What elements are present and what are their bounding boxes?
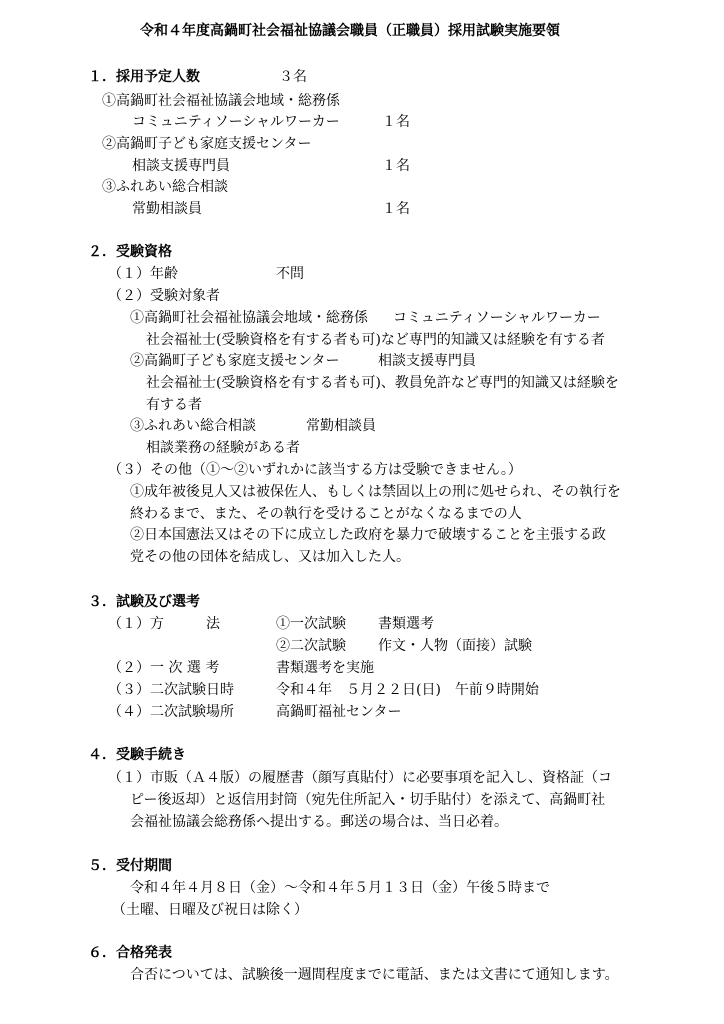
total-count: ３名: [279, 69, 307, 85]
target-desc-3: 相談業務の経験がある者: [146, 440, 300, 456]
recruit-org-1: ①高鍋町社会福祉協議会地域・総務係: [102, 93, 340, 109]
reception-note: （土曜、日曜及び祝日は除く）: [112, 902, 308, 918]
target-org-1: ①高鍋町社会福祉協議会地域・総務係: [130, 310, 368, 326]
first-selection-value: 書類選考を実施: [276, 660, 374, 676]
recruit-org-3: ③ふれあい総合相談: [102, 179, 228, 195]
method-label: （１）方 法: [108, 616, 220, 632]
recruit-org-2: ②高鍋町子ども家庭支援センター: [102, 136, 312, 152]
first-selection-label: （２）一 次 選 考: [108, 660, 220, 676]
other-2b: 党その他の団体を結成し、又は加入した人。: [130, 549, 410, 565]
age-value: 不問: [276, 266, 304, 282]
target-org-2: ②高鍋町子ども家庭支援センター: [130, 353, 340, 369]
age-label: （１）年齢: [108, 266, 178, 282]
target-label: （２）受験対象者: [108, 288, 220, 304]
reception-period: 令和４年４月８日（金）～令和４年５月１３日（金）午後５時まで: [130, 880, 550, 896]
recruit-count-1: １名: [382, 114, 410, 130]
recruit-role-1: コミュニティソーシャルワーカー: [132, 114, 340, 130]
method-2-value: 作文・人物（面接）試験: [378, 638, 532, 654]
other-1a: ①成年被後見人又は被保佐人、もしくは禁固以上の刑に処せられ、その執行を: [130, 484, 621, 500]
procedure-line-2: ピー後返却）と返信用封筒（宛先住所記入・切手貼付）を添えて、高鍋町社: [130, 792, 606, 808]
section-5-heading: ５．受付期間: [88, 858, 172, 874]
exam-date-label: （３）二次試験日時: [108, 682, 234, 698]
method-1-value: 書類選考: [378, 616, 434, 632]
recruit-role-2: 相談支援専門員: [132, 158, 230, 174]
recruit-role-3: 常勤相談員: [132, 201, 202, 217]
result-notice: 合否については、試験後一週間程度までに電話、または文書にて通知します。: [130, 967, 619, 983]
recruit-count-3: １名: [382, 201, 410, 217]
section-6-heading: ６．合格発表: [88, 945, 172, 961]
target-desc-2b: 有する者: [146, 397, 202, 413]
method-1-name: ①一次試験: [276, 616, 346, 632]
target-org-3: ③ふれあい総合相談: [130, 418, 256, 434]
other-1b: 終わるまで、また、その執行を受けることがなくなるまでの人: [130, 506, 522, 522]
exam-place-value: 高鍋町福祉センター: [276, 704, 402, 720]
method-2-name: ②二次試験: [276, 638, 346, 654]
procedure-line-3: 会福祉協議会総務係へ提出する。郵送の場合は、当日必着。: [130, 814, 508, 830]
target-desc-2a: 社会福祉士(受験資格を有する者も可)、教員免許など専門的知識又は経験を: [146, 375, 619, 391]
section-4-heading: ４．受験手続き: [88, 747, 186, 763]
target-role-3: 常勤相談員: [306, 418, 376, 434]
other-2a: ②日本国憲法又はその下に成立した政府を暴力で破壊することを主張する政: [130, 527, 606, 543]
other-label: （３）その他（①～②いずれかに該当する方は受験できません。）: [108, 462, 522, 478]
section-1-heading: １．採用予定人数: [88, 69, 200, 85]
procedure-line-1: （１）市販（Ａ４版）の履歴書（顔写真貼付）に必要事項を記入し、資格証（コ: [108, 770, 612, 786]
target-role-2: 相談支援専門員: [378, 353, 476, 369]
section-2-heading: ２．受験資格: [88, 244, 172, 260]
section-3-heading: ３．試験及び選考: [88, 594, 200, 610]
target-role-1: コミュニティソーシャルワーカー: [393, 310, 601, 326]
target-desc-1: 社会福祉士(受験資格を有する者も可)など専門的知識又は経験を有する者: [146, 332, 605, 348]
recruit-count-2: １名: [382, 158, 410, 174]
page-title: 令和４年度高鍋町社会福祉協議会職員（正職員）採用試験実施要領: [140, 23, 560, 39]
exam-date-value: 令和４年 ５月２２日(日) 午前９時開始: [276, 682, 539, 698]
exam-place-label: （４）二次試験場所: [108, 704, 234, 720]
